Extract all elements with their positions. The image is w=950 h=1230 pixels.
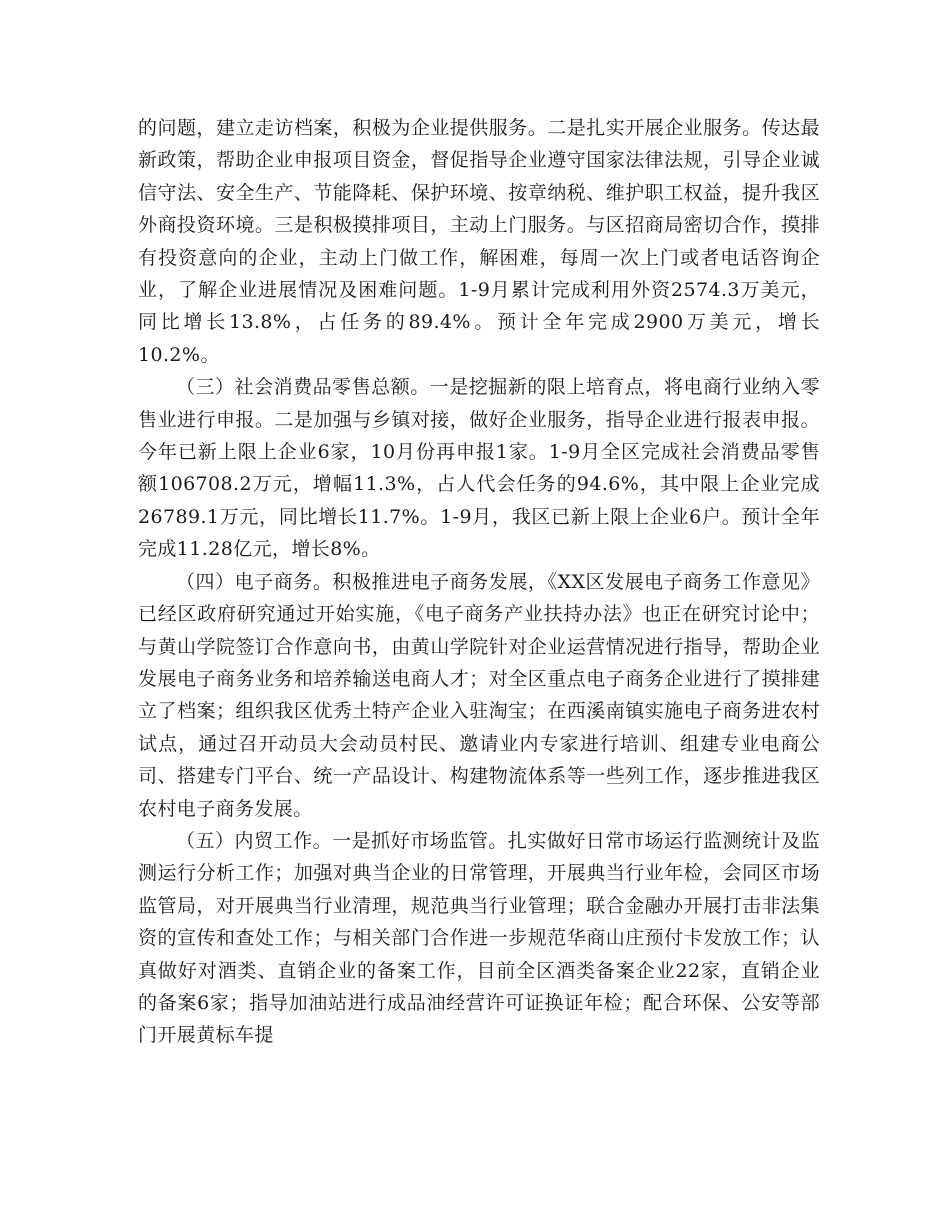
paragraph-domestic-trade: （五）内贸工作。一是抓好市场监管。扎实做好日常市场运行监测统计及监测运行分析工作；加强对典当企业的日常管理，开展典当行业年检，会同区市场监管局，对开展典当行业清理，规范典当行业管理；联合金融办开展打击非法集资的宣传和查处工作；与相关部门合作进一步规范华商山庄预付卡发放工作；认真做好对酒类、直销企业的备案工作，目前全区酒类备案企业22家，直销企业的备案6家；指导加油站进行成品油经营许可证换证年检；配合环保、公安等部门开展黄标车提 — [138, 829, 820, 1047]
document-body — [138, 112, 820, 1052]
paragraph-e-commerce: （四）电子商务。积极推进电子商务发展，《XX区发展电子商务工作意见》已经区政府研究通过开始实施，《电子商务产业扶持办法》也正在研究讨论中；与黄山学院签订合作意向书，由黄山学院针对企业运营情况进行指导，帮助企业发展电子商务业务和培养输送电商人才；对全区重点电子商务企业进行了摸排建立了档案；组织我区优秀土特产企业入驻淘宝；在西溪南镇实施电子商务进农村试点，通过召开动员大会动员村民、邀请业内专家进行培训、组建专业电商公司、搭建专门平台、统一产品设计、构建物流体系等一些列工作，逐步推进我区农村电子商务发展。 — [138, 570, 820, 820]
paragraph-foreign-investment-continued: 的问题，建立走访档案，积极为企业提供服务。二是扎实开展企业服务。传达最新政策，帮助企业申报项目资金，督促指导企业遵守国家法律法规，引导企业诚信守法、安全生产、节能降耗、保护环境、按章纳税、维护职工权益，提升我区外商投资环境。三是积极摸排项目，主动上门服务。与区招商局密切合作，摸排有投资意向的企业，主动上门做工作，解困难，每周一次上门或者电话咨询企业，了解企业进展情况及困难问题。1-9月累计完成利用外资2574.3万美元，同比增长13.8%，占任务的89.4%。预计全年完成2900万美元，增长10.2%。 — [138, 117, 820, 366]
paragraph-retail-sales: （三）社会消费品零售总额。一是挖掘新的限上培育点，将电商行业纳入零售业进行申报。二是加强与乡镇对接，做好企业服务，指导企业进行报表申报。今年已新上限上企业6家，10月份再申报1家。1-9月全区完成社会消费品零售额106708.2万元，增幅11.3%，占人代会任务的94.6%，其中限上企业完成26789.1万元，同比增长11.7%。1-9月，我区已新上限上企业6户。预计全年完成11.28亿元，增长8%。 — [138, 376, 820, 561]
